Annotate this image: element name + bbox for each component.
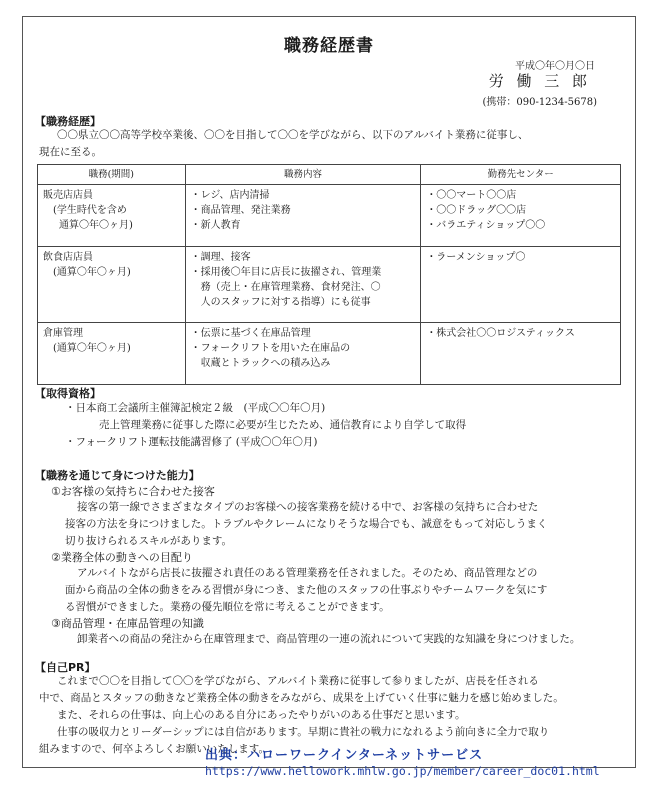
pr-line: また、それらの仕事は、向上心のある自分にあったやりがいのある仕事だと思います。 (57, 709, 466, 721)
pr-line: 中で、商品とスタッフの動きなど業務全体の動きをみながら、成果を上げていく仕事に魅力を感じ始めました。 (39, 692, 564, 704)
applicant-phone: (携帯：090-1234-5678) (482, 97, 597, 108)
workplace-item: ・株式会社〇〇ロジスティックス (426, 328, 575, 339)
skills-heading: 【職務を通じて身につけた能力】 (35, 469, 200, 482)
workplace-cell (421, 185, 621, 247)
column-header-position: 職務(期間) (38, 165, 186, 185)
skill-line: 接客の方法を身につけました。トラブルやクレームになりそうな場合でも、誠意をもって対応しうまく (65, 518, 548, 530)
workplace-item: ・ラーメンショップ〇 (426, 252, 526, 263)
skill-line: 接客の第一線でさまざまなタイプのお客様への接客業務を続ける中で、お客様の気持ちに合わせた (77, 501, 539, 513)
position-period: (通算〇年〇ヶ月) (53, 267, 131, 278)
skill-line: 卸業者への商品の発注から在庫管理まで、商品管理の一連の流れについて実践的な知識を身につけました。 (77, 633, 581, 645)
skill-title: ①お客様の気持ちに合わせた接客 (51, 485, 215, 498)
duty-item: ・レジ、店内清掃 (190, 190, 270, 201)
workplace-item: ・〇〇マート〇〇店 (426, 190, 517, 201)
duties-cell (185, 323, 421, 385)
workplace-cell (421, 323, 621, 385)
position-cell (38, 247, 186, 323)
career-table (37, 164, 621, 385)
source-url[interactable]: https://www.hellowork.mhlw.go.jp/member/career_doc01.html (205, 764, 600, 778)
workplace-item: ・バラエティショップ〇〇 (426, 220, 546, 231)
workplace-cell (421, 247, 621, 323)
pr-line: 組みますので、何卒よろしくお願いいたします。 (39, 743, 269, 755)
workplace-item: ・〇〇ドラッグ〇〇店 (426, 205, 527, 216)
duty-item: ・伝票に基づく在庫品管理 (190, 328, 311, 339)
position-title: 飲食店店員 (43, 252, 93, 263)
column-header-duties: 職務内容 (185, 165, 421, 185)
position-period: (学生時代を含め (53, 205, 127, 216)
pr-heading: 【自己PR】 (35, 661, 96, 674)
position-cell (38, 323, 186, 385)
position-cell (38, 185, 186, 247)
source-label: 出典：ハローワークインターネットサービス (205, 748, 484, 763)
page-title: 職務経歴書 (284, 36, 374, 56)
career-intro-line: 〇〇県立〇〇高等学校卒業後、〇〇を目指して〇〇を学びながら、以下のアルバイト業務に従事し、 (57, 129, 529, 141)
qualification-item: ・フォークリフト運転技能講習修了 (平成〇〇年〇月) (65, 436, 318, 448)
position-period: (通算〇年〇ヶ月) (53, 343, 131, 354)
position-title: 販売店店員 (43, 190, 93, 201)
skill-line: 面から商品の全体の動きをみる習慣が身につき、また他のスタッフの仕事ぶりやチームワークを気にす (65, 584, 548, 596)
pr-line: 仕事の吸収力とリーダーシップには自信があります。早期に貴社の戦力になれるよう前向きに全力で取り (57, 726, 550, 738)
skill-line: る習慣ができました。業務の優先順位を常に考えることができます。 (65, 601, 390, 613)
duty-item: ・商品管理、発注業務 (190, 205, 291, 216)
position-period: 通算〇年〇ヶ月) (59, 220, 133, 231)
skill-title: ③商品管理・在庫品管理の知識 (51, 617, 204, 630)
duty-item: ・新人教育 (190, 220, 241, 231)
duty-item: 務（売上・在庫管理業務、食材発注、〇 (200, 282, 381, 293)
table-header-row (38, 165, 621, 185)
skill-line: アルバイトながら店長に抜擢され責任のある管理業務を任されました。そのため、商品管理などの (77, 567, 538, 579)
skill-line: 切り抜けられるスキルがあります。 (65, 535, 233, 547)
document-date: 平成〇年〇月〇日 (515, 61, 595, 72)
resume-document (22, 16, 636, 768)
duty-item: 人のスタッフに対する指導）にも従事 (200, 297, 371, 308)
career-intro-line: 現在に至る。 (39, 146, 102, 158)
qualification-note: 売上管理業務に従事した際に必要が生じたため、通信教育により自学して取得 (99, 419, 467, 431)
skill-title: ②業務全体の動きへの目配り (51, 551, 193, 564)
qualification-item: ・日本商工会議所主催簿記検定２級 (平成〇〇年〇月) (65, 402, 326, 414)
table-row (38, 323, 621, 385)
duty-item: 収蔵とトラックへの積み込み (200, 358, 331, 369)
qualifications-heading: 【取得資格】 (35, 387, 101, 400)
duty-item: ・調理、接客 (190, 252, 251, 263)
duty-item: ・採用後〇年目に店長に抜擢され、管理業 (190, 267, 382, 278)
applicant-name: 労 働 三 郎 (488, 72, 591, 90)
duties-cell (185, 247, 421, 323)
position-title: 倉庫管理 (43, 328, 83, 339)
duties-cell (185, 185, 421, 247)
career-heading: 【職務経歴】 (35, 115, 101, 128)
table-row (38, 185, 621, 247)
duty-item: ・フォークリフトを用いた在庫品の (190, 343, 351, 354)
pr-line: これまで〇〇を目指して〇〇を学びながら、アルバイト業務に従事して参りましたが、店長を任される (57, 675, 539, 687)
table-row (38, 247, 621, 323)
column-header-workplace: 勤務先センター (421, 165, 621, 185)
